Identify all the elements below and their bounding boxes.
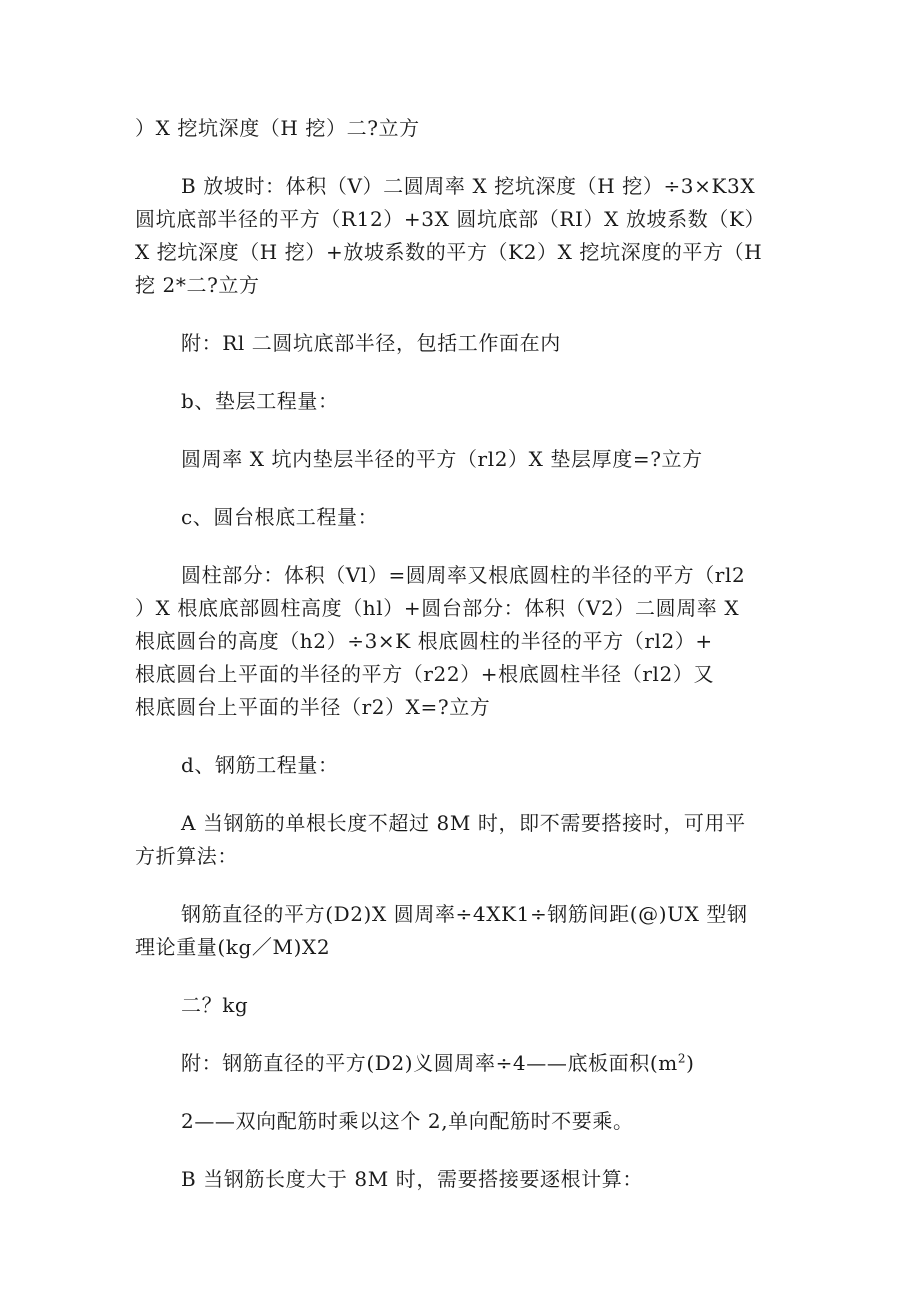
- paragraph: [135, 994, 792, 1016]
- section-heading: c、圆台根底工程量：: [181, 505, 379, 529]
- text-line: 2——双向配筋时乘以这个 2,单向配筋时不要乘。: [181, 1109, 634, 1133]
- text-line: ）X 挖坑深度（H 挖）二?立方: [135, 116, 420, 140]
- text-line: 圆周率 X 坑内垫层半径的平方（rl2）X 垫层厚度=?立方: [181, 447, 703, 471]
- text-line: 方折算法：: [135, 844, 238, 868]
- text-line: 理论重量(kg／M)X2: [135, 935, 331, 959]
- paragraph: [135, 117, 792, 139]
- text-line: A 当钢筋的单根长度不超过 8M 时，即不需要搭接时，可用平: [181, 811, 746, 835]
- paragraph: [135, 564, 792, 586]
- text-line: [181, 1052, 792, 1074]
- paragraph: [135, 506, 792, 528]
- paragraph: [135, 390, 792, 412]
- paragraph-continuation: [135, 936, 792, 958]
- paragraph-continuation: [135, 845, 792, 867]
- paragraph-continuation: [135, 208, 792, 296]
- text-segment: ): [686, 1051, 695, 1075]
- text-line: X 挖坑深度（H 挖）+放坡系数的平方（K2）X 挖坑深度的平方（H: [135, 240, 763, 264]
- text-line: ）X 根底底部圆柱高度（hl）+圆台部分：体积（V2）二圆周率 X: [135, 596, 740, 620]
- paragraph: [135, 448, 792, 470]
- text-line: 根底圆台上平面的半径（r2）X=?立方: [135, 695, 491, 719]
- paragraph-continuation: [135, 597, 792, 718]
- paragraph: [135, 1110, 792, 1132]
- text-line: 圆柱部分：体积（Vl）=圆周率又根底圆柱的半径的平方（rl2: [181, 563, 746, 587]
- text-line: 根底圆台的高度（h2）÷3×K 根底圆柱的半径的平方（rl2）+: [135, 629, 713, 653]
- paragraph: [135, 332, 792, 354]
- text-line: 钢筋直径的平方(D2)X 圆周率÷4XK1÷钢筋间距(@)UX 型钢: [181, 902, 748, 926]
- paragraph: [135, 812, 792, 834]
- text-segment: 附：钢筋直径的平方(D2)义圆周率÷4——底板面积(m: [181, 1051, 678, 1075]
- section-heading: d、钢筋工程量：: [181, 753, 339, 777]
- paragraph: [135, 175, 792, 197]
- paragraph: [135, 903, 792, 925]
- text-line: 二？kg: [181, 993, 249, 1017]
- text-line: 挖 2*二?立方: [135, 273, 260, 297]
- section-heading: b、垫层工程量：: [181, 389, 339, 413]
- text-line: 圆坑底部半径的平方（R12）+3X 圆坑底部（RI）X 放坡系数（K）: [135, 207, 766, 231]
- text-line: B 当钢筋长度大于 8M 时，需要搭接要逐根计算：: [181, 1167, 643, 1191]
- text-line: 附：Rl 二圆坑底部半径，包括工作面在内: [181, 331, 561, 355]
- paragraph: [135, 754, 792, 776]
- superscript: 2: [677, 1051, 687, 1066]
- paragraph: [135, 1168, 792, 1190]
- text-line: 根底圆台上平面的半径的平方（r22）+根底圆柱半径（rl2）又: [135, 662, 715, 686]
- paragraph: [135, 1052, 792, 1074]
- text-line: B 放坡时：体积（V）二圆周率 X 挖坑深度（H 挖）÷3×K3X: [181, 174, 756, 198]
